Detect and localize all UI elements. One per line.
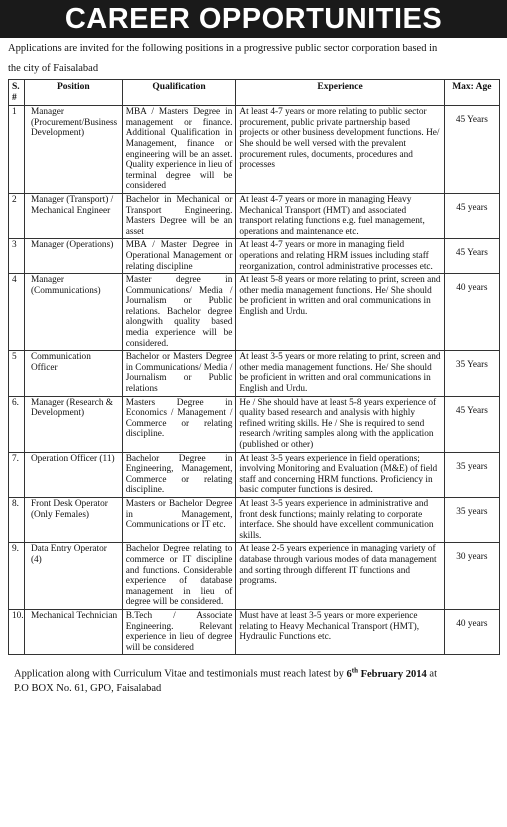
cell-max-age: 35 years [444,497,499,542]
footer-suffix: at [429,668,437,680]
cell-qualification: Bachelor or Masters Degree in Communications/ Media / Journalism or Public relations [122,351,236,396]
cell-sno: 3 [9,239,25,274]
header-sno-line2: # [12,92,17,103]
cell-qualification: Bachelor in Mechanical or Transport Engineering. Masters Degree will be an asset [122,193,236,238]
cell-experience: At least 5-8 years or more relating to print, screen and other media management functions. He/ She should be proficient in written and oral communications in English and Urdu. [236,274,444,351]
cell-qualification: MBA / Masters Degree in management or finance. Additional Qualification in Management, finance or engineering will be an asset. Quality experience in lieu of terminal degree will be considered [122,106,236,194]
cell-max-age: 40 years [444,274,499,351]
cell-position: Manager (Operations) [24,239,122,274]
cell-position: Front Desk Operator (Only Females) [24,497,122,542]
cell-position: Communication Officer [24,351,122,396]
cell-position: Mechanical Technician [24,609,122,654]
cell-position: Data Entry Operator (4) [24,543,122,610]
deadline-day: 6 [346,668,352,680]
cell-max-age: 35 years [444,452,499,497]
cell-max-age: 45 Years [444,106,499,194]
deadline-date [346,666,427,680]
cell-experience: At least 4-7 years or more relating to public sector procurement, public private partnership based projects or other business development functions. He/ She should be well versed with the prevalent procurement rules, documents, procedures and processes [236,106,444,194]
cell-max-age: 30 years [444,543,499,610]
cell-experience: At least 3-5 years experience in field operations; involving Monitoring and Evaluation (M&E) of field staff and concerning HRM functions. Proficiency in basic computer functions is desired. [236,452,444,497]
header-sno-line1: S. [12,82,20,92]
title-banner [0,0,507,38]
cell-experience: At least 3-5 years experience in administrative and front desk functions; mainly relating to corporate interface. She should have excellent communication skills. [236,497,444,542]
cell-qualification: MBA / Master Degree in Operational Management or relating discipline [122,239,236,274]
footer-line-1 [14,663,493,682]
cell-qualification: Bachelor Degree in Engineering, Management, Commerce or relating discipline. [122,452,236,497]
footer-address: P.O BOX No. 61, GPO, Faisalabad [14,682,162,694]
cell-max-age: 45 Years [444,396,499,452]
table-row [9,452,500,497]
table-row [9,351,500,396]
cell-experience: At lease 2-5 years experience in managing variety of database through various modes of data management and sorting through different IT functions and programs. [236,543,444,610]
header-experience: Experience [236,80,444,106]
cell-max-age: 40 years [444,609,499,654]
cell-sno: 2 [9,193,25,238]
cell-max-age: 35 Years [444,351,499,396]
cell-sno: 4 [9,274,25,351]
table-header-row [9,80,500,106]
cell-position: Manager (Procurement/Business Development) [24,106,122,194]
cell-sno: 10. [9,609,25,654]
intro-line-1: Applications are invited for the following positions in a progressive public sector corporation based in [8,43,438,54]
cell-qualification: Master degree in Communications/ Media / Journalism or Public relations. Bachelor degree alongwith quality based media experience will be considered. [122,274,236,351]
cell-experience: At least 4-7 years or more in managing field operations and relating HRM issues including staff reorganization, control administrative processes etc. [236,239,444,274]
cell-position: Operation Officer (11) [24,452,122,497]
table-row [9,193,500,238]
deadline-month-year: February 2014 [360,668,427,680]
cell-position: Manager (Communications) [24,274,122,351]
footer [0,663,507,696]
deadline-day-suffix: th [351,666,358,675]
header-max-age: Max: Age [444,80,499,106]
header-sno [9,80,25,106]
cell-qualification: Masters Degree in Economics / Management / Commerce or relating discipline. [122,396,236,452]
table-row [9,497,500,542]
positions-table [8,79,500,655]
table-row [9,543,500,610]
cell-position: Manager (Transport) / Mechanical Engineer [24,193,122,238]
intro-line-2: the city of Faisalabad [8,63,99,74]
table-row [9,106,500,194]
cell-position: Manager (Research & Development) [24,396,122,452]
cell-max-age: 45 Years [444,239,499,274]
cell-experience: At least 3-5 years or more relating to print, screen and other media management functions. He/ She should be proficient in written and oral communications in English and Urdu. [236,351,444,396]
cell-sno: 9. [9,543,25,610]
page-title: CAREER OPPORTUNITIES [64,2,443,35]
footer-prefix: Application along with Curriculum Vitae and testimonials must reach latest by [14,668,344,680]
cell-sno: 6. [9,396,25,452]
header-position: Position [24,80,122,106]
cell-sno: 7. [9,452,25,497]
cell-sno: 5 [9,351,25,396]
cell-qualification: B.Tech / Associate Engineering. Relevant experience in lieu of degree will be considered [122,609,236,654]
cell-qualification: Bachelor Degree relating to commerce or IT discipline and functions. Considerable experience of database management in lieu of degree will be considered. [122,543,236,610]
table-row [9,239,500,274]
table-row [9,396,500,452]
intro-text [0,39,507,79]
cell-experience: He / She should have at least 5-8 years experience of quality based research and analysis with highly refined writing skills. He / She is required to send research /writing samples along with the application (published or other) [236,396,444,452]
cell-sno: 8. [9,497,25,542]
table-row [9,609,500,654]
cell-qualification: Masters or Bachelor Degree in Management, Communications or IT etc. [122,497,236,542]
cell-max-age: 45 years [444,193,499,238]
cell-experience: Must have at least 3-5 years or more experience relating to Heavy Mechanical Transport (HMT), Hydraulic Functions etc. [236,609,444,654]
table-row [9,274,500,351]
cell-sno: 1 [9,106,25,194]
cell-experience: At least 4-7 years or more in managing Heavy Mechanical Transport (HMT) and associated transport relating functions e.g. fuel management, operations and maintenance etc. [236,193,444,238]
header-qualification: Qualification [122,80,236,106]
